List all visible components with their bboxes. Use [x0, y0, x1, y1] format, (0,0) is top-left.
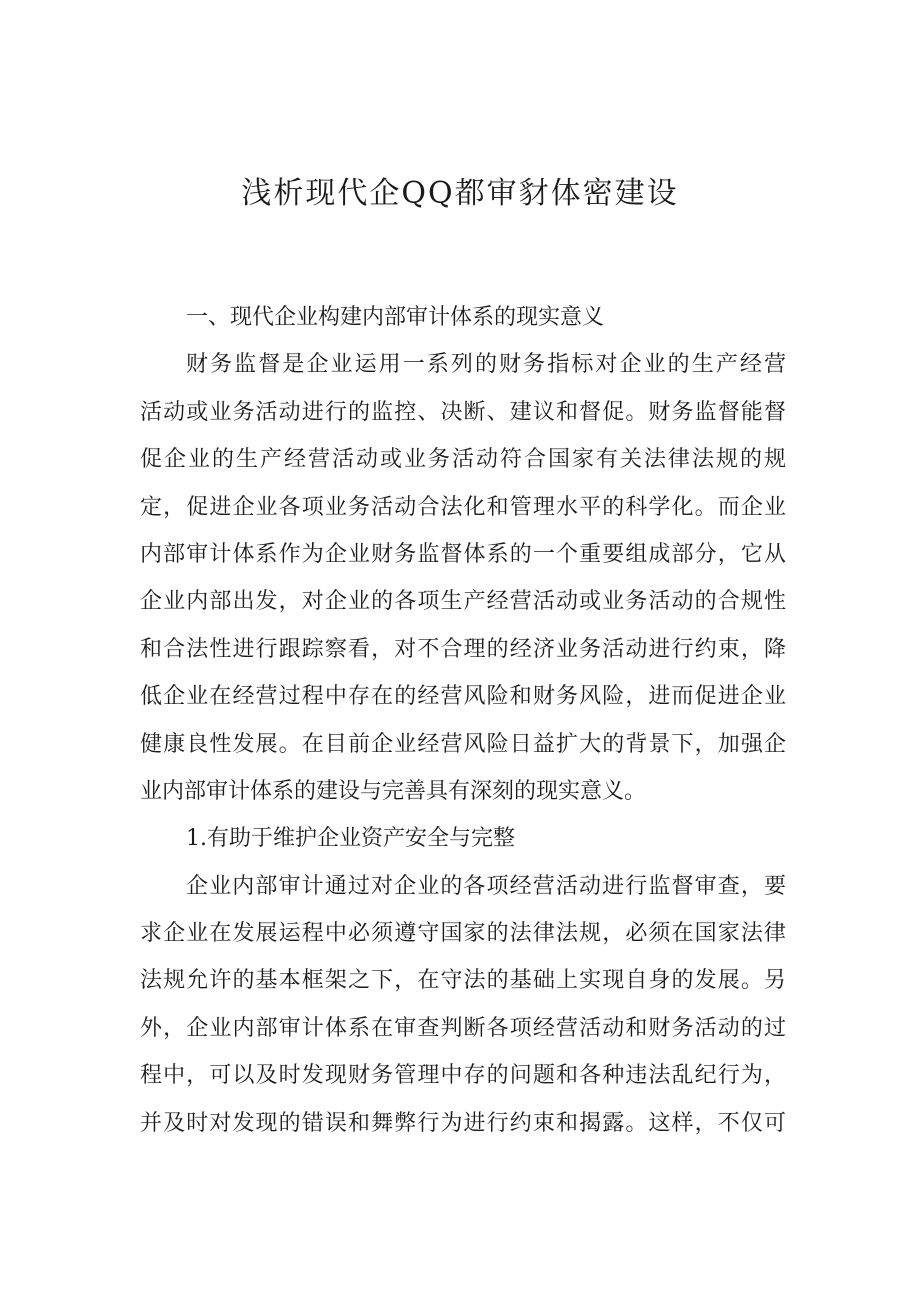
paragraph-line: 企业内部出发，对企业的各项生产经营活动或业务活动的合规性 [140, 589, 786, 615]
paragraph-line: 业内部审计体系的建设与完善具有深刻的现实意义。 [140, 778, 647, 804]
paragraph-line: 并及时对发现的错误和舞弊行为进行约束和揭露。这样，不仅可 [140, 1110, 786, 1136]
subsection-heading: 1.有助于维护企业资产安全与完整 [186, 826, 515, 852]
paragraph-line: 低企业在经营过程中存在的经营风险和财务风险，进而促进企业 [140, 684, 786, 710]
document-title: 浅析现代企QQ都审豺体密建设 [241, 176, 679, 211]
paragraph-line: 促企业的生产经营活动或业务活动符合国家有关法律法规的规 [140, 447, 786, 473]
section-heading: 一、现代企业构建内部审计体系的现实意义 [186, 305, 605, 330]
paragraph-line: 法规允许的基本框架之下，在守法的基础上实现自身的发展。另 [140, 968, 786, 994]
paragraph-line: 定，促进企业各项业务活动合法化和管理水平的科学化。而企业 [140, 494, 786, 520]
paragraph-line: 财务监督是企业运用一系列的财务指标对企业的生产经营 [186, 352, 786, 378]
paragraph-line: 健康良性发展。在目前企业经营风险日益扩大的背景下，加强企 [140, 731, 786, 757]
paragraph-line: 和合法性进行跟踪察看，对不合理的经济业务活动进行约束，降 [140, 636, 786, 662]
paragraph-line: 活动或业务活动进行的监控、决断、建议和督促。财务监督能督 [140, 399, 786, 425]
paragraph-line: 企业内部审计通过对企业的各项经营活动进行监督审查，要 [186, 873, 786, 899]
paragraph-line: 内部审计体系作为企业财务监督体系的一个重要组成部分，它从 [140, 541, 786, 567]
paragraph-line: 外，企业内部审计体系在审查判断各项经营活动和财务活动的过 [140, 1015, 786, 1041]
document-body [140, 294, 786, 1147]
paragraph-line: 求企业在发展运程中必须遵守国家的法律法规，必须在国家法律 [140, 921, 786, 947]
paragraph-line: 程中，可以及时发现财务管理中存的问题和各种违法乱纪行为， [140, 1063, 786, 1089]
